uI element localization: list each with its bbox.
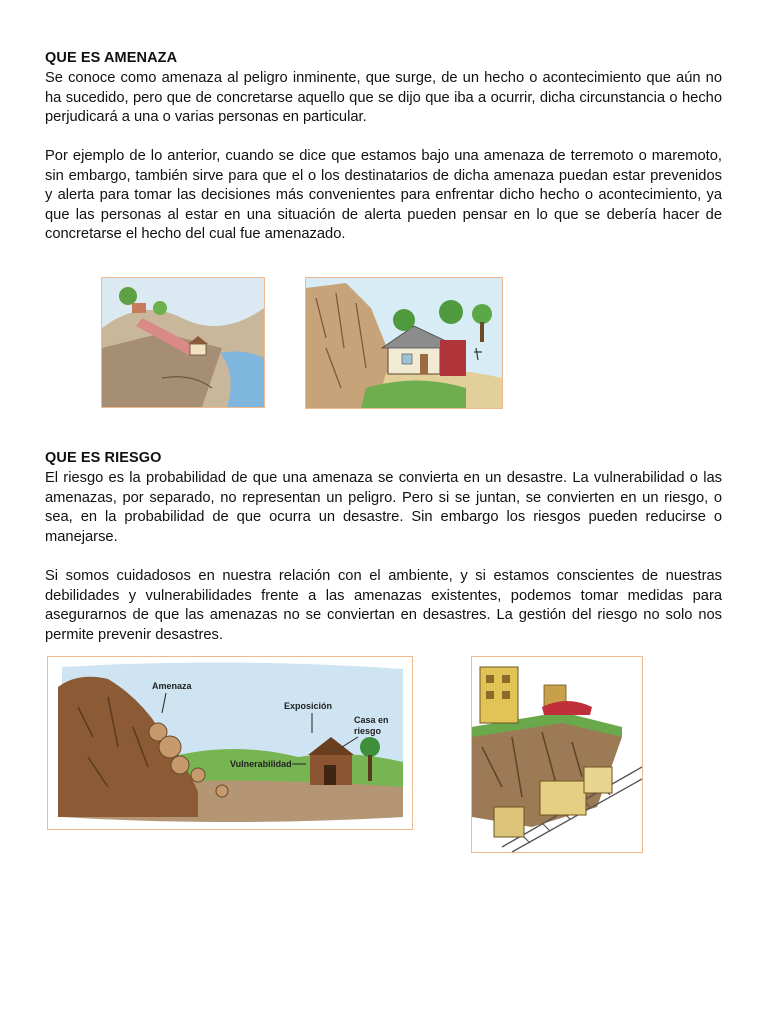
risk-diagram-illustration [47, 656, 413, 830]
cliff-erosion-house-illustration [305, 277, 503, 409]
label-casa-line1: Casa en [354, 715, 389, 725]
label-amenaza: Amenaza [152, 681, 192, 691]
landslide-river-illustration [101, 277, 265, 408]
label-casa-line2: riesgo [354, 726, 382, 736]
amenaza-paragraph-1: Se conoce como amenaza al peligro inminente, que surge, de un hecho o acontecimiento que aún no ha sucedido, pero que de concretarse aquello que se dijo que iba a ocurrir, dicha circunstancia o hecho perjudicará a una o varias personas en particular. [45, 70, 722, 125]
label-vulnerabilidad: Vulnerabilidad [230, 759, 292, 769]
heading-riesgo: QUE ES RIESGO [45, 450, 162, 466]
heading-amenaza: QUE ES AMENAZA [45, 50, 178, 66]
riesgo-paragraph-1: El riesgo es la probabilidad de que una amenaza se convierta en un desastre. La vulnerabilidad o las amenazas, por separado, no representan un peligro. Pero si se juntan, se convierten en un riesgo, o sea, en la probabilidad de que ocurra un desastre. Sin embargo los riesgos pueden reducirse o manejarse. [45, 470, 722, 545]
riesgo-paragraph-2: Si somos cuidadosos en nuestra relación con el ambiente, y si estamos conscientes de nuestras debilidades y vulnerabilidades frente a las amenazas existentes, podemos tomar medidas para asegurarnos de que las amenazas no se conviertan en desastres. La gestión del riesgo no solo nos permite prevenir desastres. [45, 568, 722, 643]
cliff-buildings-railway-illustration [471, 656, 643, 853]
amenaza-paragraph-2: Por ejemplo de lo anterior, cuando se dice que estamos bajo una amenaza de terremoto o maremoto, sin embargo, también sirve para que el o los destinatarios de dicha amenaza puedan estar prevenidos y alerta para tomar las decisiones más convenientes para enfrentar dicho hecho o acontecimiento, ya que las personas al estar en una situación de alerta pueden pensar en lo que se debería hacer de concretarse el hecho del cual fue amenazado. [45, 148, 722, 242]
label-exposicion: Exposición [284, 701, 333, 711]
